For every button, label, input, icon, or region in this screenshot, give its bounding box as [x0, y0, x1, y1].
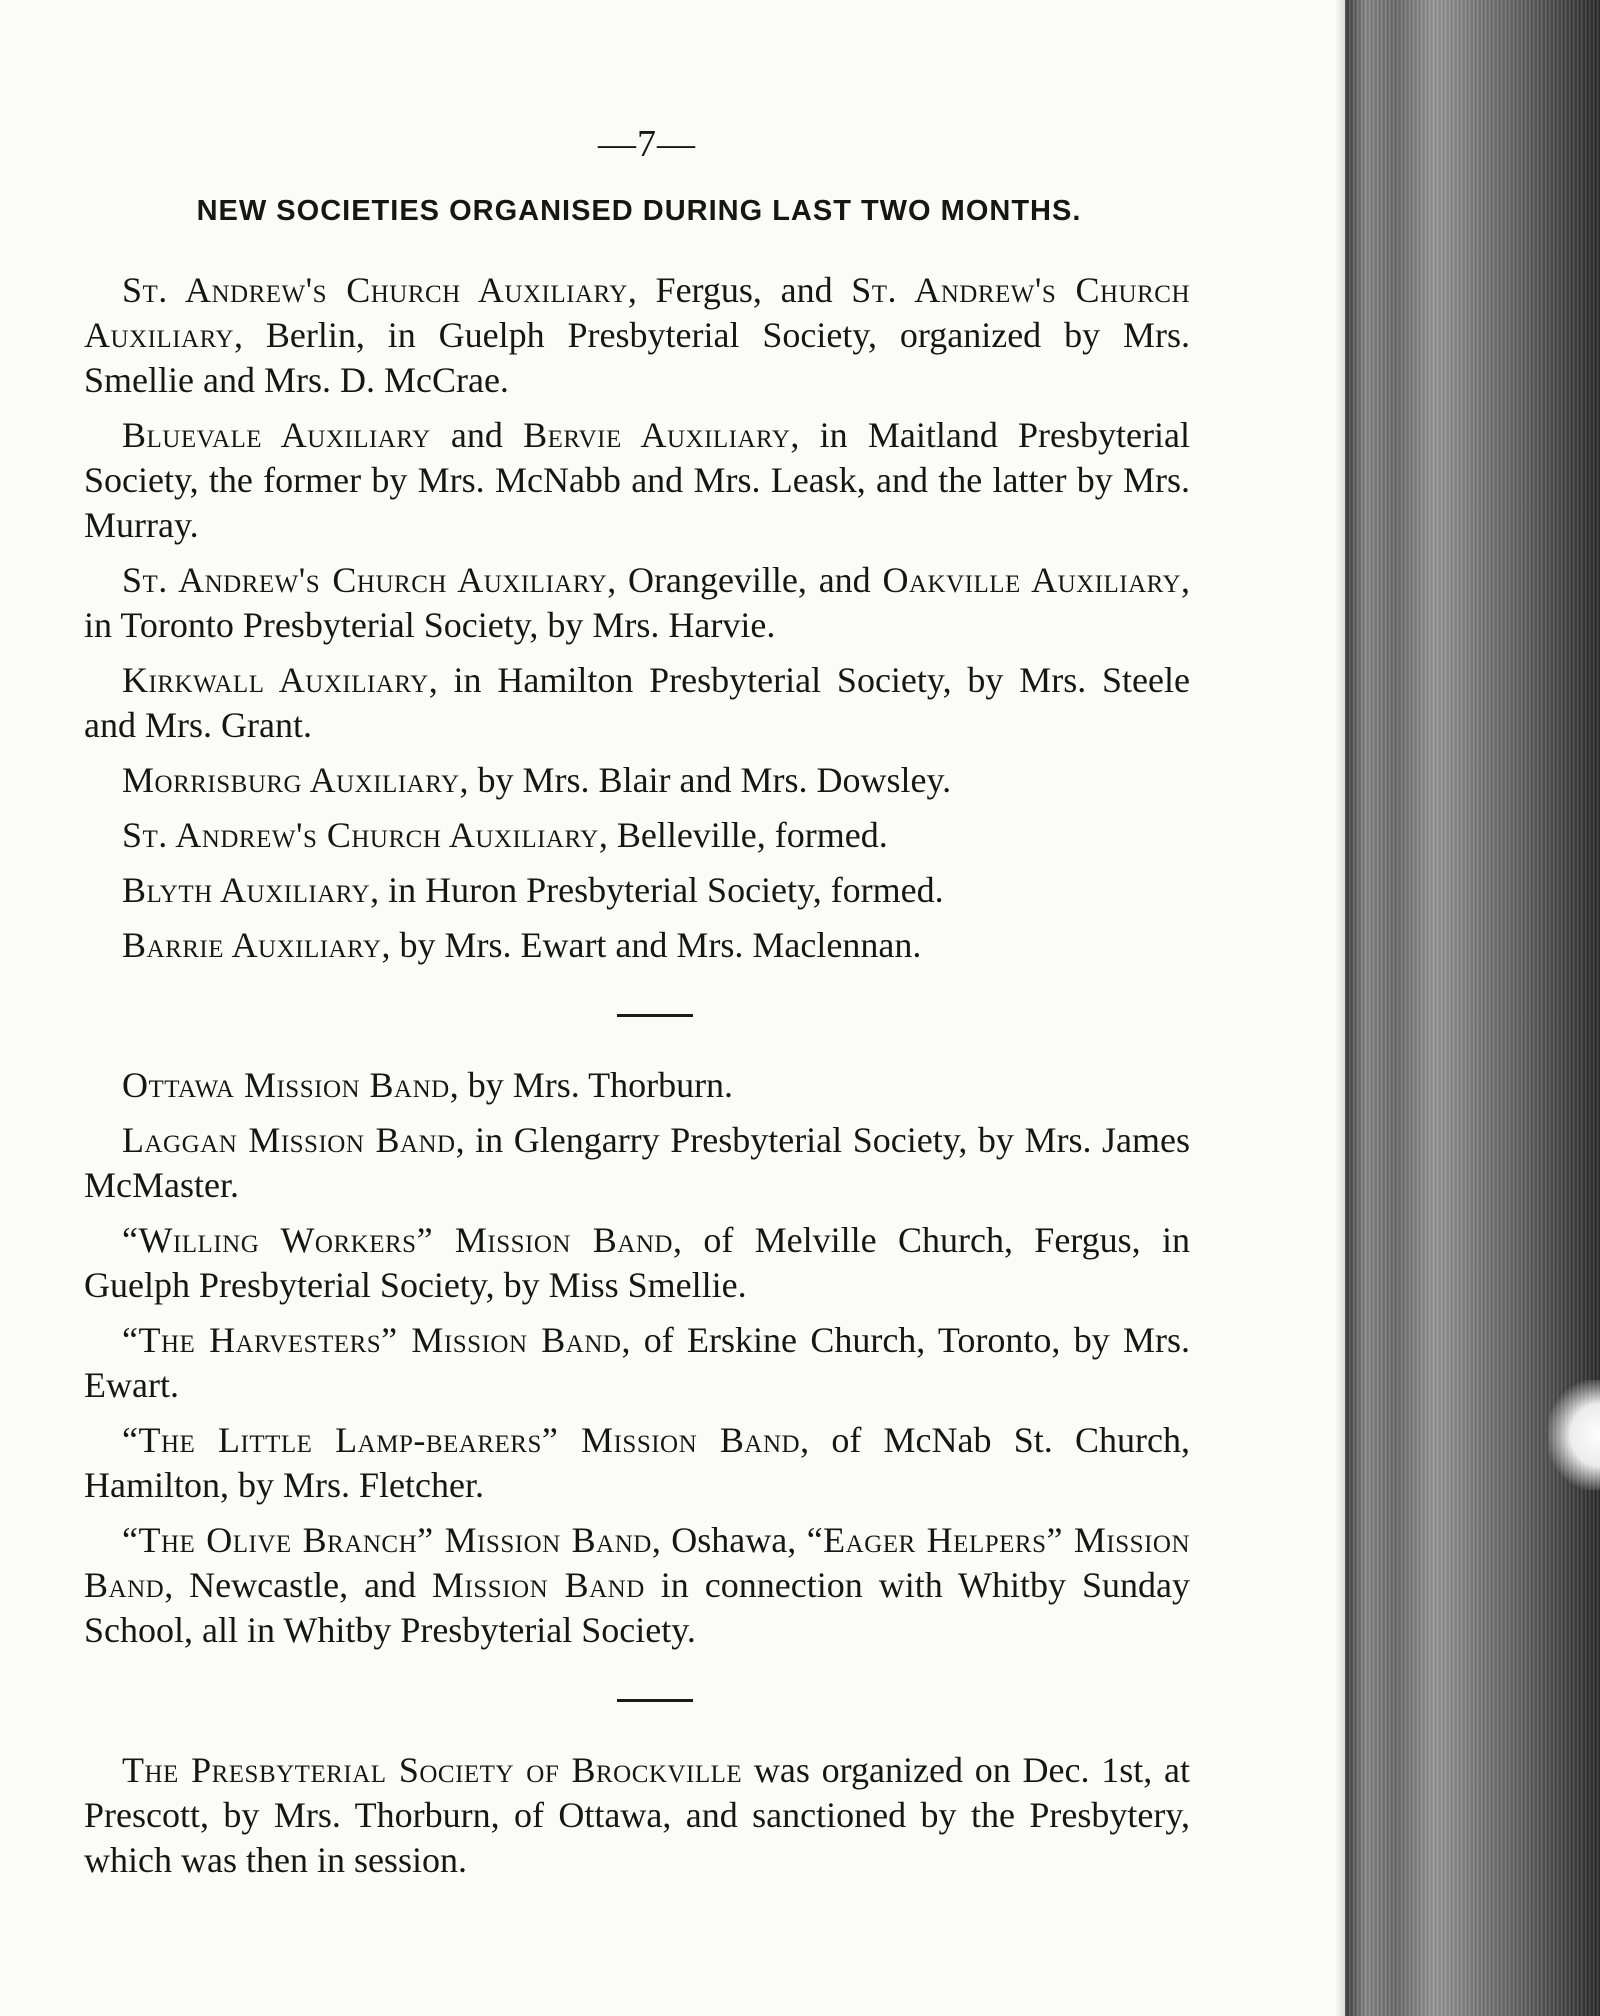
society-entry [84, 558, 1190, 648]
entry-text: , Newcastle, and [164, 1565, 433, 1605]
society-name: St. Andrew's Church Auxiliary [84, 270, 1191, 355]
society-entry [84, 268, 1190, 403]
society-entry [84, 1118, 1190, 1208]
entry-text: , by Mrs. Thorburn. [449, 1065, 734, 1105]
entry-text: in connection with Whitby Sunday School, all in Whitby Presbyterial Society. [84, 1565, 1190, 1650]
society-name: The Presbyterial Society of Brockville [122, 1750, 743, 1790]
entry-text: , in Hamilton Presbyterial Society, by Mrs. Steele and Mrs. Grant. [84, 660, 1190, 745]
auxiliaries-section [84, 268, 1190, 968]
society-entry [84, 1748, 1190, 1883]
society-name: Kirkwall Auxiliary [122, 660, 429, 700]
society-name: Bervie Auxiliary [523, 415, 791, 455]
society-name: Morrisburg Auxiliary [122, 760, 460, 800]
mission-bands-section [84, 1063, 1190, 1653]
society-name: Ottawa Mission Band [122, 1065, 450, 1105]
society-name: “The Olive Branch” Mission Band [122, 1520, 652, 1560]
society-name: “The Harvesters” Mission Band [122, 1320, 622, 1360]
society-entry [84, 1418, 1190, 1508]
society-name: St. Andrew's Church Auxiliary [122, 815, 599, 855]
page-heading: NEW SOCIETIES ORGANISED DURING LAST TWO MONTHS. [196, 195, 1082, 227]
society-entry [84, 413, 1190, 548]
society-entry [84, 1518, 1190, 1653]
entry-text: , by Mrs. Ewart and Mrs. Maclennan. [381, 925, 922, 965]
society-entry [84, 1218, 1190, 1308]
entry-text: , in Glengarry Presbyterial Society, by Mrs. James McMaster. [84, 1120, 1191, 1205]
entry-text: , Oshawa, [651, 1520, 807, 1560]
society-entry [84, 758, 1190, 803]
society-name: Blyth Auxiliary [122, 870, 371, 910]
entry-text: , in Huron Presbyterial Society, formed. [370, 870, 944, 910]
entry-text: , Berlin, in Guelph Presbyterial Society, organized by Mrs. Smellie and Mrs. D. McCrae. [84, 315, 1190, 400]
entry-text: , in Toronto Presbyterial Society, by Mrs. Harvie. [84, 560, 1191, 645]
society-name: Mission Band [432, 1565, 645, 1605]
scan-glare [1548, 1380, 1600, 1490]
society-name: “Eager Helpers” Mission Band [84, 1520, 1190, 1605]
entry-text: , by Mrs. Blair and Mrs. Dowsley. [459, 760, 952, 800]
society-name: Barrie Auxiliary [122, 925, 382, 965]
page-text [84, 122, 1190, 1893]
society-name: St. Andrew's Church Auxiliary [122, 560, 608, 600]
society-name: Oakville Auxiliary [882, 560, 1182, 600]
society-entry [84, 868, 1190, 913]
entry-text: was organized on Dec. 1st, at Prescott, by Mrs. Thorburn, of Ottawa, and sanctioned by the Presbytery, which was then in session. [84, 1750, 1190, 1880]
society-name: St. Andrew's Church Auxiliary [122, 270, 628, 310]
society-entry [84, 658, 1190, 748]
entry-text: , Belleville, formed. [598, 815, 888, 855]
entry-text: , Orangeville, and [607, 560, 883, 600]
society-entry [84, 1318, 1190, 1408]
society-entry [84, 813, 1190, 858]
section-divider [617, 1014, 693, 1017]
entry-text: , of McNab St. Church, Hamilton, by Mrs. Fletcher. [84, 1420, 1190, 1505]
entry-text: , in Maitland Presbyterial Society, the former by Mrs. McNabb and Mrs. Leask, and the latter by Mrs. Murray. [84, 415, 1190, 545]
entry-text: and [430, 415, 524, 455]
society-entry [84, 1063, 1190, 1108]
entry-text: , of Melville Church, Fergus, in Guelph Presbyterial Society, by Miss Smellie. [84, 1220, 1190, 1305]
society-name: Laggan Mission Band [122, 1120, 456, 1160]
section-divider [617, 1699, 693, 1702]
society-name: “The Little Lamp-bearers” Mission Band [122, 1420, 801, 1460]
society-entry [84, 923, 1190, 968]
page-number: —7— [598, 123, 696, 165]
book-page-edges [1345, 0, 1600, 2016]
entry-text: , of Erskine Church, Toronto, by Mrs. Ewart. [84, 1320, 1190, 1405]
society-name: Bluevale Auxiliary [122, 415, 431, 455]
entry-text: , Fergus, and [627, 270, 852, 310]
society-name: “Willing Workers” Mission Band [122, 1220, 673, 1260]
presbyterial-section [84, 1748, 1190, 1883]
